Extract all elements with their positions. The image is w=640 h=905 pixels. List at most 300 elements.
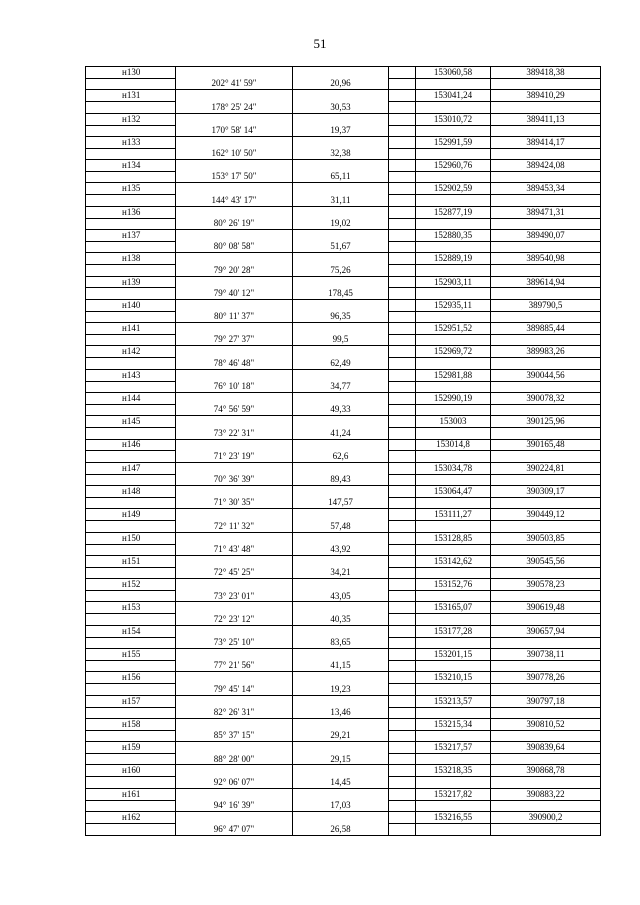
coordinate-x: 152990,19: [416, 392, 491, 404]
segment-row: [86, 684, 601, 695]
point-row: [86, 486, 601, 498]
segment-distance: 57,48: [293, 521, 389, 532]
coordinate-x: 152903,11: [416, 276, 491, 288]
blank-cell: [416, 288, 491, 299]
blank-cell: [416, 428, 491, 439]
segment-row: [86, 451, 601, 462]
point-id: н131: [86, 90, 176, 102]
blank-cell: [389, 346, 416, 358]
segment-distance: 41,24: [293, 428, 389, 439]
coordinate-x: 153216,55: [416, 812, 491, 824]
blank-cell: [389, 707, 416, 718]
blank-cell: [389, 498, 416, 509]
coordinate-y: 389411,13: [491, 113, 601, 125]
coordinate-x: 153210,15: [416, 672, 491, 684]
blank-cell: [416, 614, 491, 625]
blank-cell: [389, 591, 416, 602]
blank-cell: [416, 800, 491, 811]
distance-spacer: [293, 183, 389, 195]
point-id: н160: [86, 765, 176, 777]
blank-cell: [389, 335, 416, 346]
angle-spacer: [176, 439, 293, 451]
coordinate-x: 152991,59: [416, 136, 491, 148]
blank-cell: [389, 486, 416, 498]
blank-cell: [416, 335, 491, 346]
segment-row: [86, 474, 601, 485]
segment-row: [86, 428, 601, 439]
segment-row: [86, 78, 601, 89]
blank-cell: [389, 462, 416, 474]
blank-cell: [491, 544, 601, 555]
direction-angle: 73° 25' 10": [176, 637, 293, 648]
coordinate-y: 390165,48: [491, 439, 601, 451]
blank-cell: [389, 742, 416, 754]
angle-spacer: [176, 765, 293, 777]
point-row: [86, 695, 601, 707]
distance-spacer: [293, 253, 389, 265]
coordinate-y: 390810,52: [491, 718, 601, 730]
point-id: н149: [86, 509, 176, 521]
blank-cell: [491, 614, 601, 625]
coordinate-x: 153152,76: [416, 579, 491, 591]
direction-angle: 79° 27' 37": [176, 335, 293, 346]
distance-spacer: [293, 113, 389, 125]
distance-spacer: [293, 672, 389, 684]
coordinate-x: 152951,52: [416, 323, 491, 335]
angle-spacer: [176, 625, 293, 637]
segment-row: [86, 614, 601, 625]
coordinate-x: 153010,72: [416, 113, 491, 125]
segment-distance: 62,49: [293, 358, 389, 369]
point-id: н142: [86, 346, 176, 358]
blank-cell: [389, 555, 416, 567]
segment-row: [86, 707, 601, 718]
coordinate-y: 390619,48: [491, 602, 601, 614]
angle-spacer: [176, 462, 293, 474]
point-id: н156: [86, 672, 176, 684]
coordinate-y: 390839,64: [491, 742, 601, 754]
point-id: н147: [86, 462, 176, 474]
blank-cell: [416, 172, 491, 183]
segment-distance: 83,65: [293, 637, 389, 648]
direction-angle: 70° 36' 39": [176, 474, 293, 485]
coordinate-y: 390797,18: [491, 695, 601, 707]
direction-angle: 88° 28' 00": [176, 754, 293, 765]
point-id: н152: [86, 579, 176, 591]
point-id: н135: [86, 183, 176, 195]
blank-cell: [389, 823, 416, 835]
coordinate-x: 153217,82: [416, 788, 491, 800]
point-row: [86, 392, 601, 404]
blank-cell: [416, 78, 491, 89]
coordinate-x: 153111,27: [416, 509, 491, 521]
blank-cell: [86, 288, 176, 299]
distance-spacer: [293, 90, 389, 102]
direction-angle: 74° 56' 59": [176, 404, 293, 415]
blank-cell: [86, 544, 176, 555]
blank-cell: [491, 730, 601, 741]
coordinate-y: 389540,98: [491, 253, 601, 265]
blank-cell: [389, 428, 416, 439]
segment-row: [86, 102, 601, 113]
angle-spacer: [176, 369, 293, 381]
coordinate-y: 390044,56: [491, 369, 601, 381]
point-row: [86, 462, 601, 474]
point-id: н133: [86, 136, 176, 148]
coordinate-x: 153064,47: [416, 486, 491, 498]
blank-cell: [389, 474, 416, 485]
segment-distance: 17,03: [293, 800, 389, 811]
blank-cell: [389, 392, 416, 404]
distance-spacer: [293, 160, 389, 172]
angle-spacer: [176, 509, 293, 521]
coordinate-y: 390778,26: [491, 672, 601, 684]
coordinate-x: 153215,34: [416, 718, 491, 730]
point-row: [86, 625, 601, 637]
point-row: [86, 765, 601, 777]
blank-cell: [86, 567, 176, 578]
point-id: н162: [86, 812, 176, 824]
point-row: [86, 253, 601, 265]
blank-cell: [416, 311, 491, 322]
distance-spacer: [293, 602, 389, 614]
blank-cell: [491, 707, 601, 718]
blank-cell: [389, 172, 416, 183]
segment-row: [86, 381, 601, 392]
segment-distance: 29,15: [293, 754, 389, 765]
point-row: [86, 323, 601, 335]
direction-angle: 72° 45' 25": [176, 567, 293, 578]
angle-spacer: [176, 113, 293, 125]
blank-cell: [491, 125, 601, 136]
distance-spacer: [293, 462, 389, 474]
direction-angle: 79° 20' 28": [176, 265, 293, 276]
point-row: [86, 346, 601, 358]
angle-spacer: [176, 323, 293, 335]
blank-cell: [416, 498, 491, 509]
distance-spacer: [293, 742, 389, 754]
direction-angle: 71° 23' 19": [176, 451, 293, 462]
angle-spacer: [176, 788, 293, 800]
blank-cell: [416, 404, 491, 415]
distance-spacer: [293, 718, 389, 730]
distance-spacer: [293, 695, 389, 707]
blank-cell: [416, 381, 491, 392]
segment-row: [86, 498, 601, 509]
coordinate-x: 153034,78: [416, 462, 491, 474]
blank-cell: [389, 78, 416, 89]
blank-cell: [389, 160, 416, 172]
blank-cell: [389, 276, 416, 288]
coordinate-x: 153201,15: [416, 649, 491, 661]
coordinate-x: 153128,85: [416, 532, 491, 544]
coordinate-y: 390738,11: [491, 649, 601, 661]
segment-row: [86, 125, 601, 136]
blank-cell: [86, 311, 176, 322]
direction-angle: 202° 41' 59": [176, 78, 293, 89]
blank-cell: [416, 637, 491, 648]
point-id: н130: [86, 67, 176, 79]
point-id: н134: [86, 160, 176, 172]
blank-cell: [389, 684, 416, 695]
point-id: н143: [86, 369, 176, 381]
coordinate-x: 153060,58: [416, 67, 491, 79]
blank-cell: [491, 311, 601, 322]
angle-spacer: [176, 812, 293, 824]
segment-row: [86, 567, 601, 578]
segment-row: [86, 311, 601, 322]
angle-spacer: [176, 136, 293, 148]
point-id: н153: [86, 602, 176, 614]
blank-cell: [389, 660, 416, 671]
segment-distance: 19,23: [293, 684, 389, 695]
segment-row: [86, 265, 601, 276]
blank-cell: [389, 521, 416, 532]
direction-angle: 92° 06' 07": [176, 777, 293, 788]
point-row: [86, 672, 601, 684]
blank-cell: [86, 777, 176, 788]
segment-distance: 26,58: [293, 823, 389, 835]
point-id: н148: [86, 486, 176, 498]
direction-angle: 80° 26' 19": [176, 218, 293, 229]
blank-cell: [389, 206, 416, 218]
direction-angle: 85° 37' 15": [176, 730, 293, 741]
distance-spacer: [293, 439, 389, 451]
blank-cell: [86, 684, 176, 695]
blank-cell: [389, 369, 416, 381]
blank-cell: [389, 567, 416, 578]
segment-distance: 40,35: [293, 614, 389, 625]
angle-spacer: [176, 253, 293, 265]
blank-cell: [491, 335, 601, 346]
point-row: [86, 718, 601, 730]
angle-spacer: [176, 392, 293, 404]
segment-distance: 49,33: [293, 404, 389, 415]
blank-cell: [389, 451, 416, 462]
point-row: [86, 649, 601, 661]
blank-cell: [491, 381, 601, 392]
blank-cell: [389, 90, 416, 102]
coordinate-y: 390545,56: [491, 555, 601, 567]
blank-cell: [86, 195, 176, 206]
blank-cell: [389, 229, 416, 241]
distance-spacer: [293, 299, 389, 311]
segment-row: [86, 195, 601, 206]
point-row: [86, 160, 601, 172]
blank-cell: [416, 591, 491, 602]
blank-cell: [389, 509, 416, 521]
coordinate-x: 153218,35: [416, 765, 491, 777]
blank-cell: [86, 102, 176, 113]
blank-cell: [491, 241, 601, 252]
point-row: [86, 206, 601, 218]
segment-distance: 178,45: [293, 288, 389, 299]
direction-angle: 80° 08' 58": [176, 241, 293, 252]
distance-spacer: [293, 509, 389, 521]
blank-cell: [389, 637, 416, 648]
blank-cell: [86, 614, 176, 625]
segment-row: [86, 637, 601, 648]
distance-spacer: [293, 649, 389, 661]
blank-cell: [389, 439, 416, 451]
blank-cell: [491, 800, 601, 811]
coordinate-x: 152889,19: [416, 253, 491, 265]
coordinate-y: 390503,85: [491, 532, 601, 544]
blank-cell: [86, 754, 176, 765]
point-id: н154: [86, 625, 176, 637]
angle-spacer: [176, 532, 293, 544]
segment-distance: 96,35: [293, 311, 389, 322]
angle-spacer: [176, 555, 293, 567]
blank-cell: [416, 451, 491, 462]
segment-row: [86, 544, 601, 555]
segment-row: [86, 404, 601, 415]
blank-cell: [389, 288, 416, 299]
blank-cell: [389, 649, 416, 661]
coordinate-x: 152902,59: [416, 183, 491, 195]
segment-row: [86, 754, 601, 765]
blank-cell: [389, 765, 416, 777]
direction-angle: 144° 43' 17": [176, 195, 293, 206]
angle-spacer: [176, 206, 293, 218]
segment-distance: 89,43: [293, 474, 389, 485]
coordinate-x: 152960,76: [416, 160, 491, 172]
point-id: н146: [86, 439, 176, 451]
blank-cell: [86, 125, 176, 136]
angle-spacer: [176, 67, 293, 79]
blank-cell: [389, 113, 416, 125]
blank-cell: [86, 148, 176, 159]
segment-row: [86, 241, 601, 252]
blank-cell: [491, 637, 601, 648]
blank-cell: [86, 218, 176, 229]
blank-cell: [491, 567, 601, 578]
blank-cell: [86, 265, 176, 276]
blank-cell: [389, 754, 416, 765]
distance-spacer: [293, 392, 389, 404]
coordinate-y: 389410,29: [491, 90, 601, 102]
blank-cell: [389, 125, 416, 136]
blank-cell: [389, 67, 416, 79]
distance-spacer: [293, 765, 389, 777]
coordinate-y: 389490,07: [491, 229, 601, 241]
angle-spacer: [176, 229, 293, 241]
blank-cell: [491, 777, 601, 788]
point-row: [86, 742, 601, 754]
blank-cell: [389, 800, 416, 811]
blank-cell: [86, 637, 176, 648]
direction-angle: 153° 17' 50": [176, 172, 293, 183]
coordinate-y: 390125,96: [491, 416, 601, 428]
blank-cell: [86, 78, 176, 89]
segment-row: [86, 358, 601, 369]
segment-row: [86, 660, 601, 671]
point-row: [86, 439, 601, 451]
point-id: н145: [86, 416, 176, 428]
segment-row: [86, 288, 601, 299]
segment-distance: 75,26: [293, 265, 389, 276]
blank-cell: [416, 567, 491, 578]
coordinate-x: 152880,35: [416, 229, 491, 241]
distance-spacer: [293, 625, 389, 637]
blank-cell: [491, 358, 601, 369]
point-id: н144: [86, 392, 176, 404]
coordinate-x: 153217,57: [416, 742, 491, 754]
segment-row: [86, 172, 601, 183]
direction-angle: 71° 30' 35": [176, 498, 293, 509]
blank-cell: [389, 265, 416, 276]
blank-cell: [389, 788, 416, 800]
angle-spacer: [176, 160, 293, 172]
point-row: [86, 812, 601, 824]
coordinate-y: 390868,78: [491, 765, 601, 777]
blank-cell: [491, 195, 601, 206]
blank-cell: [491, 404, 601, 415]
blank-cell: [389, 404, 416, 415]
blank-cell: [86, 358, 176, 369]
direction-angle: 80° 11' 37": [176, 311, 293, 322]
blank-cell: [491, 823, 601, 835]
blank-cell: [389, 777, 416, 788]
blank-cell: [389, 102, 416, 113]
blank-cell: [491, 148, 601, 159]
coordinate-y: 390578,23: [491, 579, 601, 591]
coordinate-x: 152935,11: [416, 299, 491, 311]
segment-distance: 65,11: [293, 172, 389, 183]
angle-spacer: [176, 695, 293, 707]
blank-cell: [86, 707, 176, 718]
direction-angle: 79° 40' 12": [176, 288, 293, 299]
angle-spacer: [176, 672, 293, 684]
direction-angle: 162° 10' 50": [176, 148, 293, 159]
blank-cell: [389, 695, 416, 707]
distance-spacer: [293, 555, 389, 567]
blank-cell: [491, 218, 601, 229]
coordinate-x: 153142,62: [416, 555, 491, 567]
blank-cell: [86, 591, 176, 602]
blank-cell: [389, 195, 416, 206]
distance-spacer: [293, 136, 389, 148]
coordinate-y: 389453,34: [491, 183, 601, 195]
segment-row: [86, 521, 601, 532]
coordinate-y: 390309,17: [491, 486, 601, 498]
point-row: [86, 416, 601, 428]
segment-distance: 29,21: [293, 730, 389, 741]
segment-row: [86, 823, 601, 835]
angle-spacer: [176, 276, 293, 288]
distance-spacer: [293, 67, 389, 79]
point-row: [86, 532, 601, 544]
point-id: н141: [86, 323, 176, 335]
blank-cell: [389, 253, 416, 265]
point-row: [86, 555, 601, 567]
coordinate-y: 389790,5: [491, 299, 601, 311]
point-row: [86, 183, 601, 195]
distance-spacer: [293, 788, 389, 800]
blank-cell: [86, 335, 176, 346]
distance-spacer: [293, 276, 389, 288]
blank-cell: [389, 416, 416, 428]
blank-cell: [491, 660, 601, 671]
distance-spacer: [293, 206, 389, 218]
angle-spacer: [176, 90, 293, 102]
blank-cell: [86, 521, 176, 532]
segment-distance: 19,02: [293, 218, 389, 229]
blank-cell: [389, 218, 416, 229]
angle-spacer: [176, 346, 293, 358]
segment-distance: 62,6: [293, 451, 389, 462]
point-row: [86, 369, 601, 381]
